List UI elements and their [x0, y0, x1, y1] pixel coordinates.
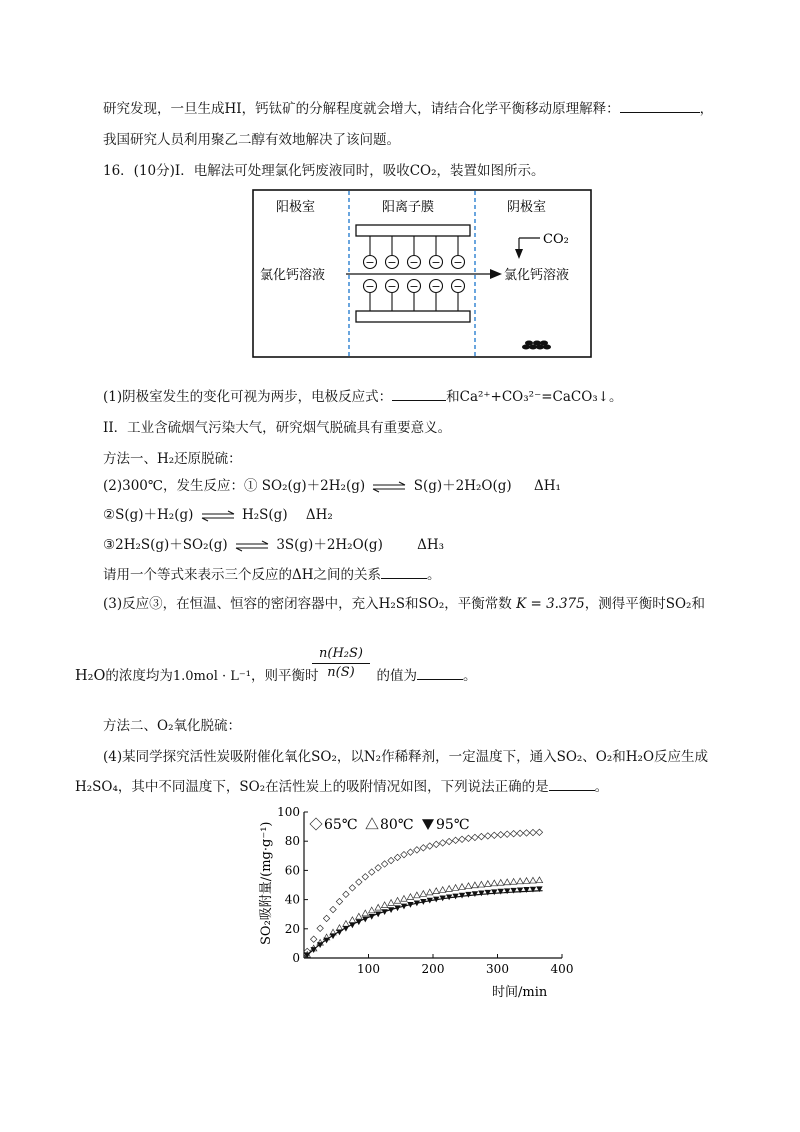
text: 方法一、H₂还原脱硫：: [103, 451, 242, 467]
data-point: [422, 819, 434, 830]
text: (3)反应③，在恒温、恒容的密闭容器中，充入H₂S和SO₂，平衡常数: [103, 596, 512, 612]
data-point: [446, 886, 452, 892]
data-point: [504, 831, 510, 837]
text: ③2H₂S(g)＋SO₂(g): [103, 537, 228, 553]
ion-sign: −: [409, 256, 419, 269]
data-point: [433, 888, 439, 894]
data-point: [427, 843, 433, 849]
ion-sign: −: [453, 280, 463, 293]
data-point: [375, 865, 381, 871]
equilibrium-arrow-icon: [235, 540, 269, 552]
data-point: [343, 921, 349, 927]
text: 方法二、O₂氧化脱硫：: [103, 718, 241, 734]
data-point: [401, 851, 407, 857]
data-point: [369, 907, 375, 913]
data-point: [491, 832, 497, 838]
ion-sign: −: [409, 280, 419, 293]
reaction-2: [103, 505, 333, 525]
legend-entry: 95℃: [436, 817, 470, 833]
text: 和Ca²⁺+CO₃²⁻=CaCO₃↓。: [446, 389, 623, 405]
x-tick-label: 100: [357, 962, 380, 976]
data-point: [452, 885, 458, 891]
data-point: [485, 890, 491, 896]
flow-arrow-icon: [490, 269, 502, 279]
anode-room-label: 阳极室: [276, 200, 316, 215]
text: H₂SO₄，其中不同温度下，SO₂在活性炭上的吸附情况如图，下列说法正确的是: [75, 779, 549, 795]
data-point: [394, 897, 400, 903]
text: H₂S(g): [241, 507, 288, 523]
data-point: [330, 906, 336, 912]
data-point: [349, 885, 355, 891]
data-point: [472, 834, 478, 840]
legend-entry: 80℃: [380, 817, 414, 833]
co2-label: CO₂: [543, 232, 569, 247]
data-point: [366, 818, 378, 829]
ion-sign: −: [365, 256, 375, 269]
data-point: [414, 847, 420, 853]
text: ΔH₁: [533, 478, 561, 494]
data-point: [452, 837, 458, 843]
equilibrium-arrow-icon: [201, 510, 235, 522]
text: (4)某同学探究活性炭吸附催化氧化SO₂，以N₂作稀释剂，一定温度下，通入SO₂、O₂和H₂O反应生成: [103, 749, 709, 765]
data-point: [523, 878, 529, 884]
y-tick-label: 20: [284, 921, 300, 936]
answer-blank: [620, 100, 700, 113]
text: 。: [594, 779, 609, 795]
method-1-title: [103, 449, 242, 469]
data-point: [446, 838, 452, 844]
data-point: [439, 887, 445, 893]
data-point: [381, 861, 387, 867]
data-point: [356, 913, 362, 919]
ion-sign: −: [387, 256, 397, 269]
text: ②S(g)＋H₂(g): [103, 507, 194, 523]
data-point: [504, 879, 510, 885]
ion-sign: −: [365, 280, 375, 293]
x-axis-label: 时间/min: [492, 985, 548, 1000]
data-point: [310, 936, 316, 942]
data-point: [407, 849, 413, 855]
data-point: [317, 925, 323, 931]
data-point: [517, 878, 523, 884]
text: 我国研究人员利用聚乙二醇有效地解决了该问题。: [103, 132, 400, 148]
electrolysis-diagram: [252, 189, 592, 359]
section-2-title: [103, 418, 451, 438]
data-point: [439, 840, 445, 846]
precipitate-icon: [522, 341, 551, 350]
data-point: [388, 857, 394, 863]
data-point: [478, 891, 484, 897]
text: 。: [427, 567, 441, 583]
question-2: [103, 565, 441, 585]
data-point: [310, 818, 322, 830]
reaction-3: [103, 535, 444, 555]
text: 16．(10分)I．电解法可处理氯化钙废液同时，吸收CO₂，装置如图所示。: [103, 163, 545, 179]
data-point: [394, 854, 400, 860]
fraction-numerator: n(H₂S): [312, 645, 370, 664]
adsorption-chart: [250, 800, 590, 1005]
ion-sign: −: [453, 256, 463, 269]
bottom-plate: [356, 311, 470, 322]
text: (2)300℃，发生反应：① SO₂(g)＋2H₂(g): [103, 478, 366, 494]
x-tick-label: 300: [486, 962, 509, 976]
data-point: [517, 830, 523, 836]
data-point: [498, 889, 504, 895]
answer-blank: [417, 667, 463, 680]
fraction: [312, 645, 370, 682]
answer-blank: [392, 388, 446, 401]
data-point: [510, 878, 516, 884]
data-point: [465, 835, 471, 841]
data-point: [427, 889, 433, 895]
text: ΔH₂: [305, 507, 333, 523]
fraction-denominator: n(S): [327, 665, 355, 680]
data-point: [472, 882, 478, 888]
x-tick-label: 200: [421, 962, 445, 976]
co2-arrow-icon: [515, 249, 523, 259]
equilibrium-constant: K = 3.375: [516, 596, 585, 612]
y-axis-label: SO₂吸附量/(mg·g⁻¹): [259, 821, 274, 945]
cathode-room-label: 阴极室: [507, 200, 547, 215]
answer-blank: [549, 778, 595, 791]
text: S(g)＋2H₂O(g): [413, 478, 512, 494]
data-point: [459, 836, 465, 842]
data-point: [478, 833, 484, 839]
legend-entry: 65℃: [324, 817, 358, 833]
text: H₂O: [75, 668, 106, 684]
data-point: [498, 832, 504, 838]
y-tick-label: 40: [284, 892, 300, 907]
data-point: [433, 841, 439, 847]
question-4: [103, 747, 708, 767]
question-16-title: [103, 161, 545, 181]
text: ΔH₃: [417, 537, 445, 553]
data-point: [362, 874, 368, 880]
data-point: [530, 829, 536, 835]
data-point: [536, 829, 542, 835]
data-point: [323, 915, 329, 921]
y-tick-label: 100: [277, 805, 300, 819]
answer-blank: [381, 566, 427, 579]
y-tick-label: 60: [284, 863, 300, 878]
y-tick-label: 0: [292, 951, 300, 965]
text: 的浓度均为: [105, 668, 173, 684]
outlet-label: 氯化钙溶液: [504, 268, 570, 283]
data-point: [472, 891, 478, 897]
text: 的值为: [376, 668, 417, 684]
data-point: [388, 900, 394, 906]
text: ，则平衡时: [250, 668, 319, 684]
series-95℃: [304, 886, 543, 958]
question-3: [103, 594, 705, 614]
text: 请用一个等式来表示三个反应的ΔH之间的关系: [103, 567, 382, 583]
method-2-title: [103, 716, 241, 736]
reaction-1: [103, 476, 561, 496]
data-point: [369, 869, 375, 875]
membrane-label: 阳离子膜: [382, 200, 435, 215]
data-point: [343, 891, 349, 897]
inlet-label: 氯化钙溶液: [260, 268, 326, 283]
data-point: [420, 845, 426, 851]
question-1: [103, 387, 623, 407]
text-line-1: [103, 99, 713, 119]
text: 。: [462, 668, 477, 684]
data-point: [401, 896, 407, 902]
data-point: [510, 831, 516, 837]
data-point: [420, 891, 426, 897]
ion-sign: −: [431, 280, 441, 293]
data-point: [491, 889, 497, 895]
data-point: [523, 830, 529, 836]
ion-sign: −: [387, 280, 397, 293]
data-point: [485, 881, 491, 887]
question-4-cont: [75, 777, 608, 797]
text: 研究发现，一旦生成HI，钙钛矿的分解程度就会增大，请结合化学平衡移动原理解释：: [103, 101, 620, 117]
top-plate: [356, 225, 470, 236]
ion-sign: −: [431, 256, 441, 269]
data-point: [530, 877, 536, 883]
data-point: [349, 917, 355, 923]
data-point: [491, 880, 497, 886]
data-point: [375, 904, 381, 910]
y-tick-label: 80: [284, 834, 300, 849]
text: ，测得平衡时SO₂和: [584, 596, 705, 612]
data-point: [478, 881, 484, 887]
text: II．工业含硫烟气污染大气，研究烟气脱硫具有重要意义。: [103, 420, 452, 436]
data-point: [536, 877, 542, 883]
data-point: [407, 894, 413, 900]
x-tick-label: 400: [550, 962, 574, 976]
text: 1.0mol · L⁻¹: [172, 669, 251, 684]
data-point: [362, 910, 368, 916]
text: (1)阴极室发生的变化可视为两步，电极反应式：: [103, 389, 393, 405]
data-point: [465, 883, 471, 889]
text: ，: [699, 101, 714, 117]
data-point: [485, 833, 491, 839]
text-line-2: [103, 130, 400, 150]
data-point: [414, 892, 420, 898]
data-point: [381, 902, 387, 908]
equilibrium-arrow-icon: [372, 481, 406, 493]
data-point: [336, 898, 342, 904]
question-3-cont: [75, 666, 476, 687]
data-point: [459, 884, 465, 890]
text: 3S(g)＋2H₂O(g): [276, 537, 383, 553]
data-point: [498, 879, 504, 885]
data-point: [356, 879, 362, 885]
